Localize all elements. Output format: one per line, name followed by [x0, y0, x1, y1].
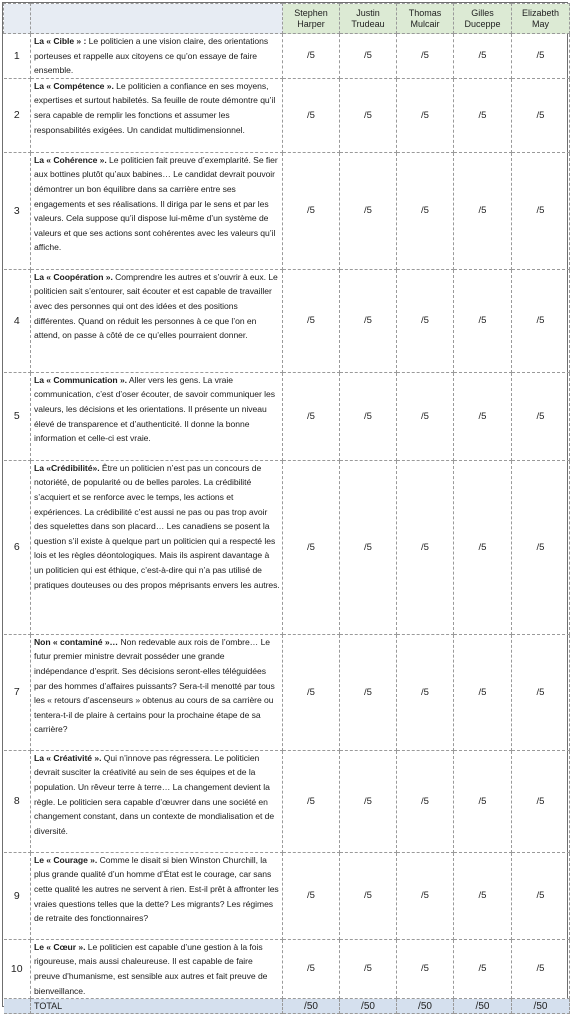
- criterion-row: [4, 460, 570, 634]
- score-cell[interactable]: /5: [454, 34, 512, 79]
- score-cell[interactable]: /5: [454, 634, 512, 750]
- score-cell[interactable]: /5: [340, 852, 397, 939]
- total-score: /50: [512, 999, 570, 1014]
- criterion-title: La « Communication ».: [34, 374, 128, 385]
- criterion-text: Aller vers les gens. La vraie communication, c’est d’oser écouter, de savoir communiquer les valeurs, les décisions et les orientations. Il présente un niveau élevé de transparence et d’authenticité. Il donne la bonne information et celle-ci est vraie.: [34, 374, 275, 444]
- criterion-text: Comme le disait si bien Winston Churchill, la plus grande qualité d’un homme d’État est le courage, car sans cette qualité les autres ne servent à rien. Est-il prêt à affronter les vraies questions telles que la dette? Les migrants? Les régimes de retraite des fonctionnaires?: [34, 854, 279, 924]
- criterion-text: Le politicien fait preuve d’exemplarité. Se fier aux bottines plutôt qu’aux babines… Le candidat devrait pouvoir démontrer un bon équilibre dans sa carrière entre ses engagements et ses réalisations. Il diriga par le sens et par les valeurs. Cela suppose qu’il dispose lui-même d’un système de valeurs et que ses actions sont cohérentes avec les valeurs qu’il affiche.: [34, 154, 278, 253]
- score-cell[interactable]: /5: [340, 78, 397, 152]
- score-cell[interactable]: /5: [397, 78, 454, 152]
- criterion-description: [31, 634, 283, 750]
- criterion-description: [31, 152, 283, 269]
- header-candidate: Thomas Mulcair: [397, 4, 454, 34]
- score-cell[interactable]: /5: [454, 460, 512, 634]
- score-cell[interactable]: /5: [283, 852, 340, 939]
- score-cell[interactable]: /5: [397, 372, 454, 460]
- criterion-text: Le politicien a une vision claire, des orientations porteuses et rappelle aux citoyens ce qu’on essaye de faire ensemble.: [34, 36, 269, 76]
- row-number: 6: [4, 460, 31, 634]
- criterion-description: [31, 750, 283, 852]
- score-cell[interactable]: /5: [397, 750, 454, 852]
- criterion-title: Le « Cœur ».: [34, 941, 86, 952]
- criterion-description: [31, 269, 283, 372]
- score-cell[interactable]: /5: [283, 34, 340, 79]
- score-cell[interactable]: /5: [340, 634, 397, 750]
- score-cell[interactable]: /5: [512, 460, 570, 634]
- row-number: 8: [4, 750, 31, 852]
- header-candidate: Stephen Harper: [283, 4, 340, 34]
- score-cell[interactable]: /5: [512, 939, 570, 998]
- score-cell[interactable]: /5: [454, 372, 512, 460]
- criterion-description: [31, 78, 283, 152]
- total-score: /50: [454, 999, 512, 1014]
- row-number: 1: [4, 34, 31, 79]
- criterion-row: [4, 372, 570, 460]
- score-cell[interactable]: /5: [283, 78, 340, 152]
- score-cell[interactable]: /5: [340, 34, 397, 79]
- score-cell[interactable]: /5: [340, 750, 397, 852]
- criterion-description: [31, 939, 283, 998]
- score-cell[interactable]: /5: [512, 634, 570, 750]
- criterion-text: Non redevable aux rois de l’ombre… Le futur premier ministre devrait posséder une grande indépendance d’esprit. Ses décisions seront-elles téléguidées par des hommes d’affaires puissants? Sera-t-il menotté par tous les « retours d’ascenseurs » obtenus au cours de sa carrière ou tentera-t-il de plaire à certains pour la prochaine étape de sa carrière?: [34, 636, 275, 735]
- criterion-title: La « Cible » :: [34, 36, 87, 46]
- criterion-text: Être un politicien n’est pas un concours de notoriété, de popularité ou de belles paroles. La crédibilité s’acquiert et se renforce avec le temps, les actions et expériences. La crédibilité c’est aussi ne pas ou pas trop avoir des squelettes dans son placard… Les canadiens se posent la question s’il existe à quelque part un politicien qui a respecté les lois et les règles déontologiques. Mais ils aspirent davantage à un politicien qui est éthique, c’est-à-dire qui n’a pas utilisé de pratiques douteuses ou des propos méprisants envers les autres.: [34, 462, 280, 590]
- criterion-title: La «Crédibilité».: [34, 462, 100, 473]
- row-number: 4: [4, 269, 31, 372]
- header-criteria-cell: [31, 4, 283, 34]
- total-row: [4, 999, 570, 1014]
- score-cell[interactable]: /5: [397, 460, 454, 634]
- criterion-title: Le « Courage ».: [34, 854, 98, 865]
- score-cell[interactable]: /5: [340, 939, 397, 998]
- score-cell[interactable]: /5: [283, 750, 340, 852]
- criterion-description: [31, 372, 283, 460]
- score-cell[interactable]: /5: [512, 269, 570, 372]
- row-number: 7: [4, 634, 31, 750]
- score-cell[interactable]: /5: [283, 634, 340, 750]
- criterion-title: La « Créativité ».: [34, 752, 102, 763]
- criterion-title: La « Cohérence ».: [34, 154, 107, 165]
- score-cell[interactable]: /5: [340, 460, 397, 634]
- criterion-description: [31, 34, 283, 79]
- criterion-row: [4, 34, 570, 79]
- score-cell[interactable]: /5: [283, 939, 340, 998]
- criterion-row: [4, 634, 570, 750]
- score-cell[interactable]: /5: [512, 750, 570, 852]
- header-candidate: Elizabeth May: [512, 4, 570, 34]
- criterion-text: Qui n’innove pas régressera. Le politicien devrait susciter la créativité au sein de ses équipes et de la population. Un rêveur terre à terre… La changement devient la règle. Le politicien sera capable d’œuvrer dans une société en changement constant, dans un contexte de mondialisation et de diversité.: [34, 752, 275, 836]
- total-score: /50: [283, 999, 340, 1014]
- criterion-text: Le politicien est capable d’une gestion à la fois rigoureuse, mais aussi chaleureuse. Il est capable de faire preuve d’humanisme, est sensible aux autres et fait preuve de bienveillance.: [34, 941, 268, 996]
- score-cell[interactable]: /5: [397, 34, 454, 79]
- row-number: 10: [4, 939, 31, 998]
- score-cell[interactable]: /5: [454, 852, 512, 939]
- score-cell[interactable]: /5: [454, 939, 512, 998]
- criterion-row: [4, 152, 570, 269]
- row-number: 3: [4, 152, 31, 269]
- score-cell[interactable]: /5: [512, 34, 570, 79]
- score-cell[interactable]: /5: [454, 152, 512, 269]
- score-cell[interactable]: /5: [340, 152, 397, 269]
- score-cell[interactable]: /5: [454, 269, 512, 372]
- score-cell[interactable]: /5: [454, 78, 512, 152]
- criterion-title: Non « contaminé »…: [34, 636, 119, 647]
- total-label: TOTAL: [31, 999, 283, 1014]
- criterion-text: Le politicien a confiance en ses moyens, expertises et surtout habiletés. Sa feuille de route démontre qu’il sera capable de remplir les fonctions et assumer les responsabilités exigées. Un candidat multidimensionnel.: [34, 80, 276, 135]
- criterion-title: La « Coopération ».: [34, 271, 113, 282]
- score-cell[interactable]: /5: [397, 269, 454, 372]
- score-cell[interactable]: /5: [283, 269, 340, 372]
- criterion-description: [31, 852, 283, 939]
- row-number: 9: [4, 852, 31, 939]
- score-cell[interactable]: /5: [397, 939, 454, 998]
- criterion-description: [31, 460, 283, 634]
- score-cell[interactable]: /5: [283, 152, 340, 269]
- score-cell[interactable]: /5: [397, 152, 454, 269]
- criterion-title: La « Compétence ».: [34, 80, 114, 91]
- criterion-row: [4, 78, 570, 152]
- score-cell[interactable]: /5: [283, 460, 340, 634]
- score-cell[interactable]: /5: [397, 852, 454, 939]
- criterion-text: Comprendre les autres et s’ouvrir à eux. Le politicien sait s’entourer, sait écouter et est capable de travailler avec des personnes qui ont des idées et des positions différentes. Quand on réduit les personnes à ce que l’on en attend, on passe à côté de ce qu’elles pourraient donner.: [34, 271, 278, 341]
- score-cell[interactable]: /5: [512, 852, 570, 939]
- score-cell[interactable]: /5: [340, 269, 397, 372]
- header-candidate: Justin Trudeau: [340, 4, 397, 34]
- evaluation-table: [3, 3, 570, 1014]
- criterion-row: [4, 939, 570, 998]
- total-num-cell: [4, 999, 31, 1014]
- criterion-row: [4, 750, 570, 852]
- score-cell[interactable]: /5: [512, 152, 570, 269]
- row-number: 5: [4, 372, 31, 460]
- evaluation-table-frame: [2, 2, 568, 1012]
- header-blank-cell: [4, 4, 31, 34]
- criterion-row: [4, 852, 570, 939]
- header-row: [4, 4, 570, 34]
- criterion-row: [4, 269, 570, 372]
- header-candidate: Gilles Duceppe: [454, 4, 512, 34]
- row-number: 2: [4, 78, 31, 152]
- score-cell[interactable]: /5: [397, 634, 454, 750]
- score-cell[interactable]: /5: [512, 78, 570, 152]
- score-cell[interactable]: /5: [454, 750, 512, 852]
- total-score: /50: [397, 999, 454, 1014]
- score-cell[interactable]: /5: [283, 372, 340, 460]
- score-cell[interactable]: /5: [512, 372, 570, 460]
- score-cell[interactable]: /5: [340, 372, 397, 460]
- total-score: /50: [340, 999, 397, 1014]
